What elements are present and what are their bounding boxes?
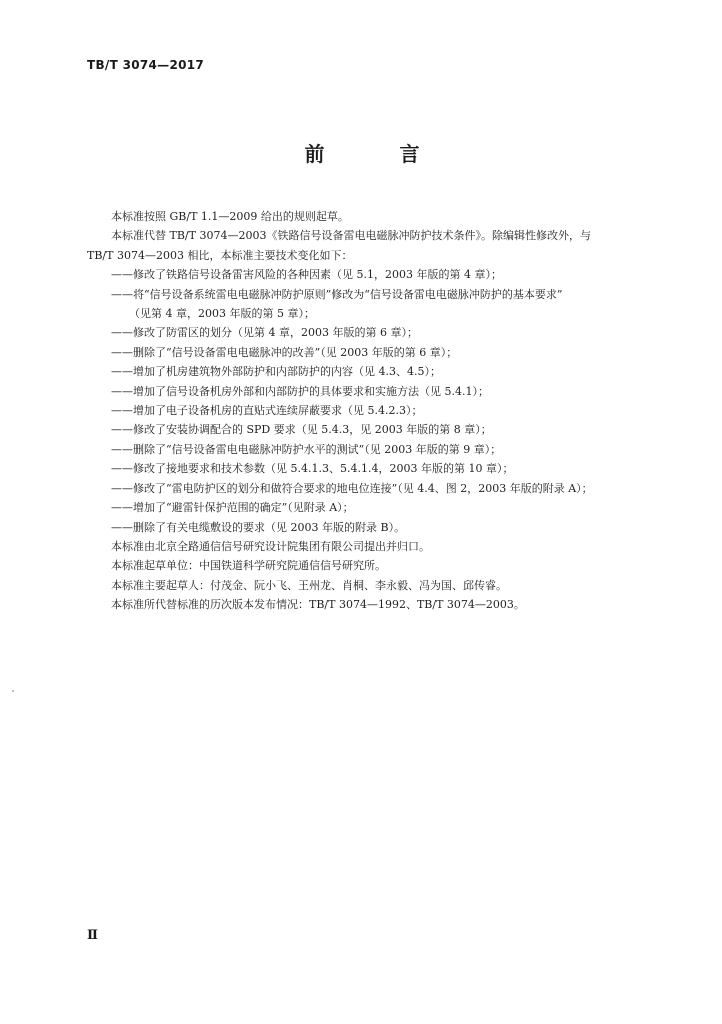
- page-title: 前 言: [304, 142, 454, 166]
- change-item: ——删除了“信号设备雷电电磁脉冲防护水平的测试”（见 2003 年版的第 9 章）；: [111, 442, 502, 456]
- change-item-cont: （见第 4 章，2003 年版的第 5 章）；: [129, 307, 315, 321]
- paragraph-drafters: 本标准主要起草人：付茂金、阮小飞、王州龙、肖桐、李永毅、冯为国、邱传睿。: [111, 578, 507, 592]
- change-item: ——增加了信号设备机房外部和内部防护的具体要求和实施方法（见 5.4.1）；: [111, 384, 489, 398]
- change-item: ——修改了安装协调配合的 SPD 要求（见 5.4.3，见 2003 年版的第 8 章）；: [111, 423, 492, 437]
- change-item: ——将“信号设备系统雷电电磁脉冲防护原则”修改为“信号设备雷电电磁脉冲防护的基本要求”: [111, 287, 563, 301]
- paragraph-replaces: 本标准代替 TB/T 3074—2003《铁路信号设备雷电电磁脉冲防护技术条件》。除编辑性修改外，与: [111, 229, 591, 243]
- paragraph-drafting-unit: 本标准起草单位：中国铁道科学研究院通信信号研究所。: [111, 559, 386, 573]
- paragraph-history: 本标准所代替标准的历次版本发布情况：TB/T 3074—1992、TB/T 3074—2003。: [111, 598, 525, 612]
- change-item: ——修改了“雷电防护区的划分和做符合要求的地电位连接”（见 4.4、图 2，2003 年版的附录 A）；: [111, 481, 593, 495]
- change-item: ——修改了防雷区的划分（见第 4 章，2003 年版的第 6 章）；: [111, 326, 418, 340]
- change-item: ——增加了电子设备机房的直贴式连续屏蔽要求（见 5.4.2.3）；: [111, 404, 423, 418]
- change-item: ——增加了机房建筑物外部防护和内部防护的内容（见 4.3、4.5）；: [111, 365, 441, 379]
- paragraph-drafting-rules: 本标准按照 GB/T 1.1—2009 给出的规则起草。: [111, 210, 349, 223]
- change-item: ——增加了“避雷针保护范围的确定”（见附录 A）；: [111, 501, 354, 515]
- paragraph-replaces-cont: TB/T 3074—2003 相比，本标准主要技术变化如下：: [87, 248, 353, 262]
- foreword-body: [87, 207, 667, 615]
- change-item: ——修改了铁路信号设备雷害风险的各种因素（见 5.1，2003 年版的第 4 章）；: [111, 268, 502, 282]
- standard-code-header: TB/T 3074—2017: [87, 58, 205, 72]
- paragraph-proposed-by: 本标准由北京全路通信信号研究设计院集团有限公司提出并归口。: [111, 539, 430, 553]
- change-item: ——修改了接地要求和技术参数（见 5.4.1.3、5.4.1.4，2003 年版的第 10 章）；: [111, 462, 514, 476]
- change-item: ——删除了有关电缆敷设的要求（见 2003 年版的附录 B）。: [111, 520, 406, 534]
- page-number: Ⅱ: [87, 928, 98, 943]
- change-item: ——删除了“信号设备雷电电磁脉冲的改善”（见 2003 年版的第 6 章）；: [111, 345, 458, 359]
- scan-speck: [12, 690, 14, 692]
